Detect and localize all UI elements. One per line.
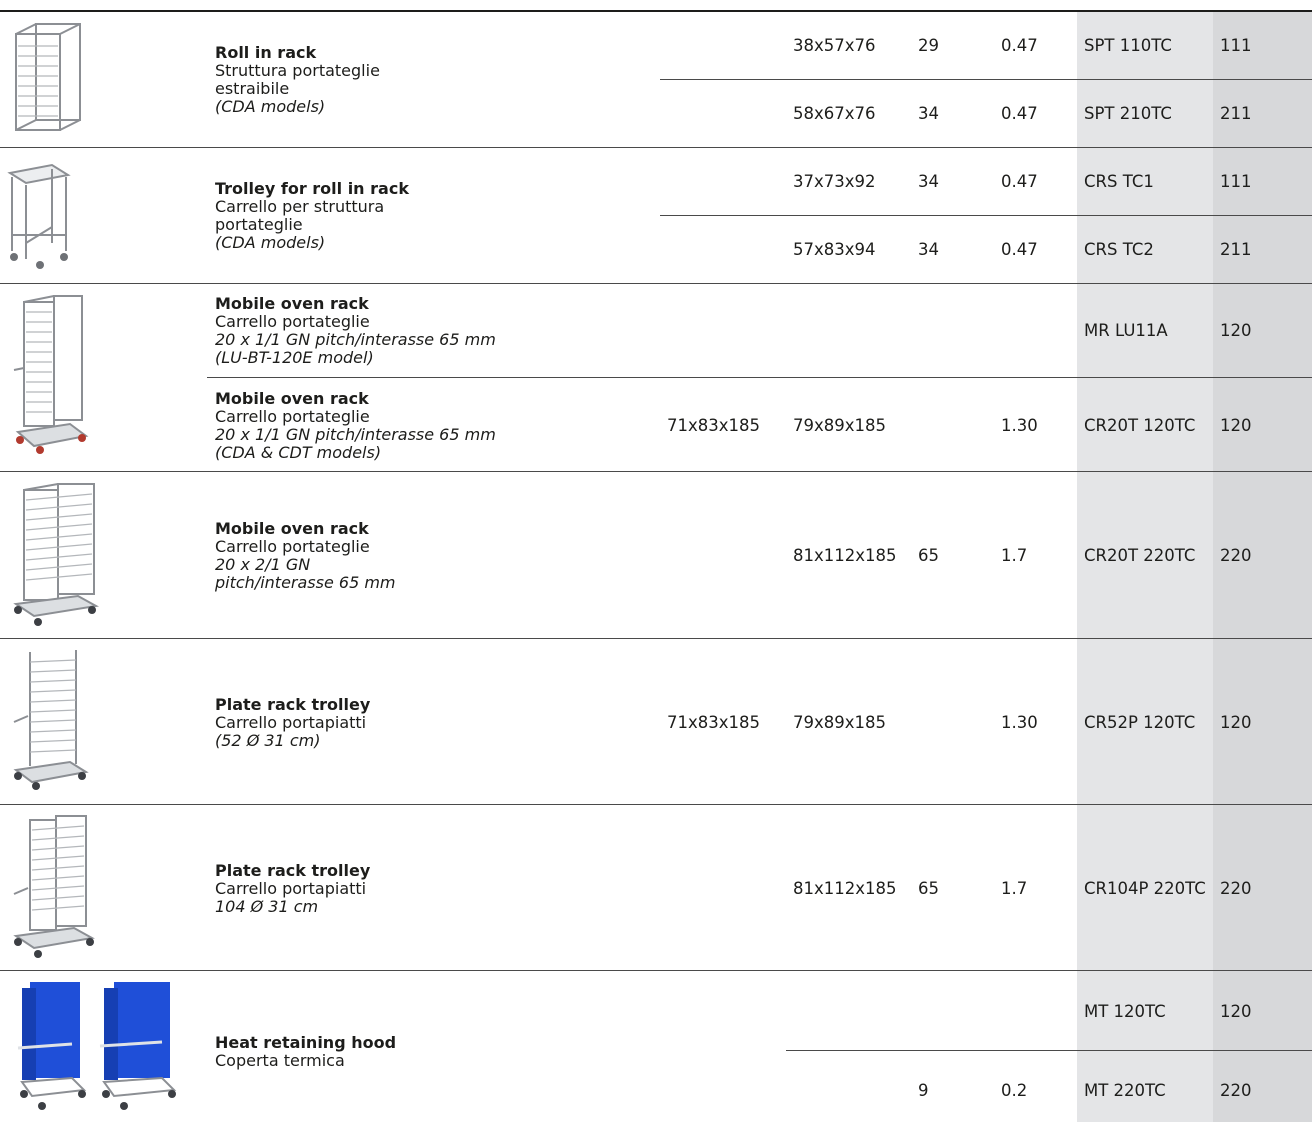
- product-note: pitch/interasse 65 mm: [215, 573, 396, 592]
- model-cell: 220: [1220, 879, 1252, 898]
- code-cell: CR52P 120TC: [1084, 713, 1196, 732]
- mobile-oven-rack-image: [10, 480, 100, 632]
- code-cell: CR20T 120TC: [1084, 416, 1196, 435]
- product-description: [215, 862, 475, 916]
- plate-rack-trolley-image: [10, 812, 100, 962]
- product-subtitle: Carrello per struttura portateglie: [215, 197, 385, 234]
- roll-in-rack-image: [8, 20, 88, 138]
- dimension-cell: 57x83x94: [793, 240, 876, 259]
- product-note: (LU-BT-120E model): [215, 348, 374, 367]
- dimension-cell: 71x83x185: [667, 416, 761, 435]
- code-cell: MR LU11A: [1084, 321, 1168, 340]
- model-cell: 111: [1220, 36, 1252, 55]
- volume-cell: 0.2: [1001, 1081, 1028, 1100]
- volume-cell: 1.30: [1001, 713, 1038, 732]
- product-subtitle: Coperta termica: [215, 1051, 345, 1070]
- table-top-rule: [0, 10, 1312, 12]
- model-cell: 211: [1220, 240, 1252, 259]
- code-cell: CRS TC2: [1084, 240, 1154, 259]
- code-cell: MT 220TC: [1084, 1081, 1166, 1100]
- dimension-cell: 58x67x76: [793, 104, 876, 123]
- product-title: Trolley for roll in rack: [215, 179, 409, 198]
- volume-cell: 0.47: [1001, 172, 1038, 191]
- product-subtitle: Carrello portateglie: [215, 537, 370, 556]
- plate-rack-trolley-image: [10, 646, 90, 796]
- row-divider: [0, 638, 1312, 639]
- product-note: 104 Ø 31 cm: [215, 897, 319, 916]
- weight-cell: 65: [918, 546, 939, 565]
- code-cell: SPT 210TC: [1084, 104, 1172, 123]
- dimension-cell: 37x73x92: [793, 172, 876, 191]
- product-title: Mobile oven rack: [215, 389, 369, 408]
- product-description: [215, 1034, 475, 1070]
- product-subtitle: Carrello portateglie: [215, 407, 370, 426]
- model-cell: 220: [1220, 1081, 1252, 1100]
- model-cell: 120: [1220, 1002, 1252, 1021]
- product-title: Roll in rack: [215, 43, 317, 62]
- code-cell: CR20T 220TC: [1084, 546, 1196, 565]
- product-subtitle: Carrello portapiatti: [215, 713, 367, 732]
- product-description: [215, 295, 655, 367]
- volume-cell: 0.47: [1001, 36, 1038, 55]
- dimension-cell: 81x112x185: [793, 546, 897, 565]
- product-subtitle: Carrello portapiatti: [215, 879, 367, 898]
- row-divider: [207, 377, 1312, 378]
- model-cell: 220: [1220, 546, 1252, 565]
- product-note: (CDA & CDT models): [215, 443, 382, 462]
- dimension-cell: 79x89x185: [793, 713, 887, 732]
- volume-cell: 1.30: [1001, 416, 1038, 435]
- product-note: 20 x 1/1 GN pitch/interasse 65 mm: [215, 330, 496, 349]
- row-divider: [0, 147, 1312, 148]
- mobile-oven-rack-image: [10, 292, 90, 460]
- code-cell: MT 120TC: [1084, 1002, 1166, 1021]
- heat-hood-image: [12, 978, 182, 1118]
- volume-cell: 0.47: [1001, 240, 1038, 259]
- product-title: Plate rack trolley: [215, 695, 371, 714]
- product-note: (52 Ø 31 cm): [215, 731, 321, 750]
- product-subtitle: Carrello portateglie: [215, 312, 370, 331]
- row-divider: [660, 79, 1312, 80]
- weight-cell: 34: [918, 240, 939, 259]
- product-description: [215, 180, 435, 252]
- product-title: Mobile oven rack: [215, 519, 369, 538]
- code-cell: CR104P 220TC: [1084, 879, 1206, 898]
- row-divider: [0, 471, 1312, 472]
- weight-cell: 9: [918, 1081, 929, 1100]
- row-divider: [0, 283, 1312, 284]
- product-description: [215, 390, 655, 462]
- product-description: [215, 520, 475, 592]
- trolley-image: [6, 155, 72, 273]
- code-cell: CRS TC1: [1084, 172, 1154, 191]
- weight-cell: 29: [918, 36, 939, 55]
- product-note: 20 x 2/1 GN: [215, 555, 311, 574]
- model-cell: 120: [1220, 713, 1252, 732]
- product-title: Heat retaining hood: [215, 1033, 397, 1052]
- product-note: 20 x 1/1 GN pitch/interasse 65 mm: [215, 425, 496, 444]
- dimension-cell: 38x57x76: [793, 36, 876, 55]
- product-description: [215, 696, 475, 750]
- model-cell: 120: [1220, 321, 1252, 340]
- weight-cell: 65: [918, 879, 939, 898]
- product-note: (CDA models): [215, 233, 326, 252]
- row-divider: [0, 804, 1312, 805]
- volume-cell: 1.7: [1001, 879, 1028, 898]
- dimension-cell: 81x112x185: [793, 879, 897, 898]
- product-description: [215, 44, 435, 116]
- weight-cell: 34: [918, 172, 939, 191]
- row-divider: [0, 970, 1312, 971]
- model-cell: 120: [1220, 416, 1252, 435]
- model-cell: 111: [1220, 172, 1252, 191]
- product-title: Mobile oven rack: [215, 294, 369, 313]
- row-divider: [660, 215, 1312, 216]
- code-cell: SPT 110TC: [1084, 36, 1172, 55]
- volume-cell: 1.7: [1001, 546, 1028, 565]
- weight-cell: 34: [918, 104, 939, 123]
- dimension-cell: 79x89x185: [793, 416, 887, 435]
- model-cell: 211: [1220, 104, 1252, 123]
- volume-cell: 0.47: [1001, 104, 1038, 123]
- product-note: (CDA models): [215, 97, 326, 116]
- product-title: Plate rack trolley: [215, 861, 371, 880]
- product-subtitle: Struttura portateglie estraibile: [215, 61, 380, 98]
- row-divider: [786, 1050, 1312, 1051]
- dimension-cell: 71x83x185: [667, 713, 761, 732]
